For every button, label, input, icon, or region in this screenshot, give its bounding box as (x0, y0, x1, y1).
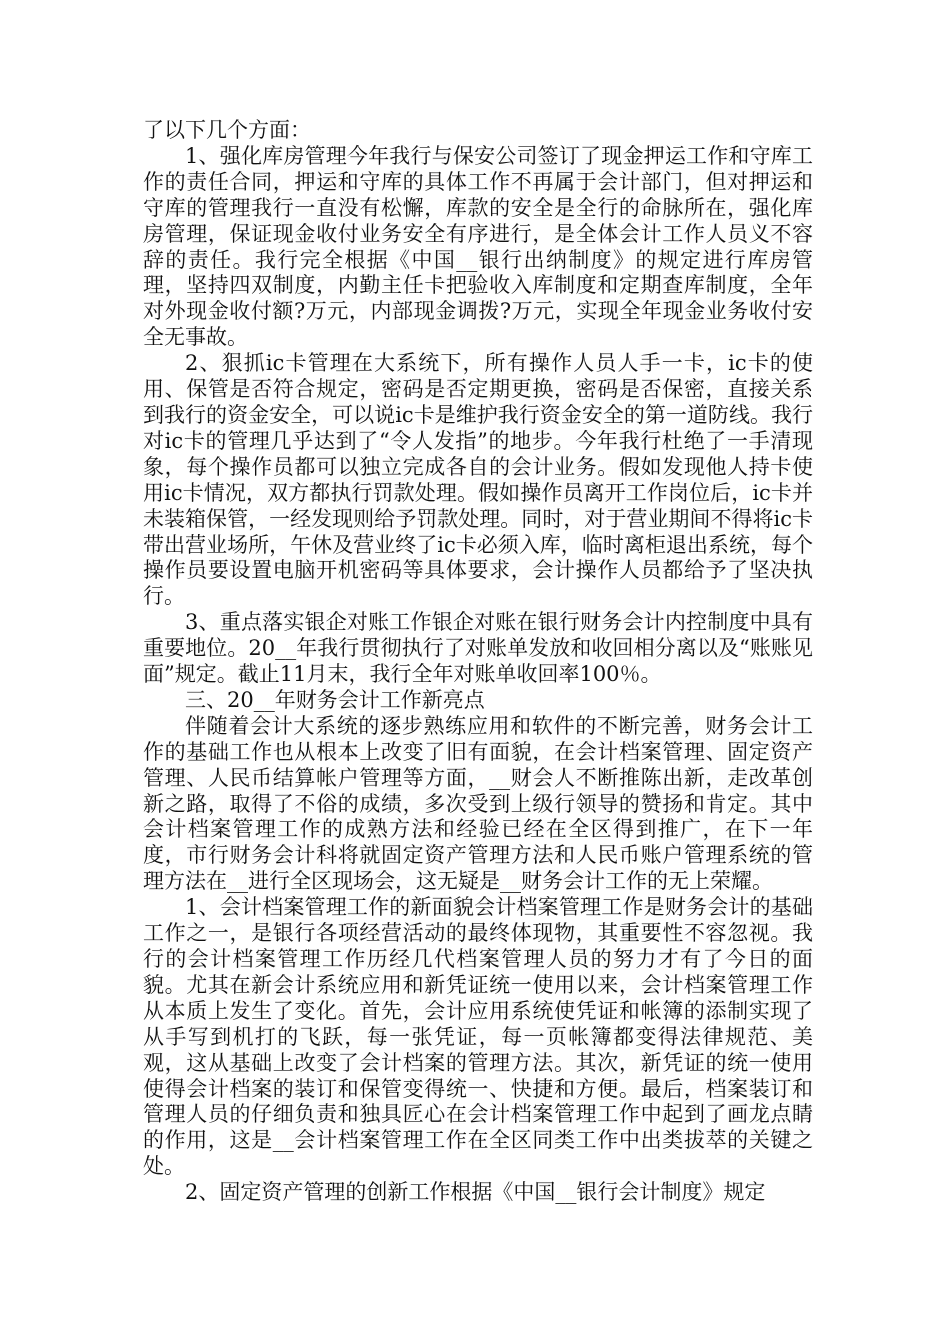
paragraph-reconciliation: 3、重点落实银企对账工作银企对账在银行财务会计内控制度中具有重要地位。20__年我行贯彻执行了对账单发放和收回相分离以及“账账见面”规定。截止11月末，我行全年对账单收回率100％。 (143, 610, 813, 687)
document-body (143, 118, 813, 1206)
paragraph-fixed-assets: 2、固定资产管理的创新工作根据《中国__银行会计制度》规定 (185, 1180, 766, 1205)
paragraph-archive-management: 1、会计档案管理工作的新面貌会计档案管理工作是财务会计的基础工作之一，是银行各项经营活动的最终体现物，其重要性不容忽视。我行的会计档案管理工作历经几代档案管理人员的努力才有了今日的面貌。尤其在新会计系统应用和新凭证统一使用以来，会计档案管理工作从本质上发生了变化。首先，会计应用系统使凭证和帐簿的添制实现了从手写到机打的飞跃，每一张凭证，每一页帐簿都变得法律规范、美观，这从基础上改变了会计档案的管理方法。其次，新凭证的统一使用使得会计档案的装订和保管变得统一、快捷和方便。最后，档案装订和管理人员的仔细负责和独具匠心在会计档案管理工作中起到了画龙点睛的作用，这是__会计档案管理工作在全区同类工作中出类拔萃的关键之处。 (143, 895, 813, 1179)
paragraph-highlights-intro: 伴随着会计大系统的逐步熟练应用和软件的不断完善，财务会计工作的基础工作也从根本上改变了旧有面貌，在会计档案管理、固定资产管理、人民币结算帐户管理等方面，__财会人不断推陈出新，走改革创新之路，取得了不俗的成绩，多次受到上级行领导的赞扬和肯定。其中会计档案管理工作的成熟方法和经验已经在全区得到推广，在下一年度，市行财务会计科将就固定资产管理方法和人民币账户管理系统的管理方法在__进行全区现场会，这无疑是__财务会计工作的无上荣耀。 (143, 713, 813, 894)
section-heading-highlights: 三、20__年财务会计工作新亮点 (185, 687, 485, 712)
paragraph-ic-card-management: 2、狠抓ic卡管理在大系统下，所有操作人员人手一卡，ic卡的使用、保管是否符合规定，密码是否定期更换，密码是否保密，直接关系到我行的资金安全，可以说ic卡是维护我行资金安全的第一道防线。我行对ic卡的管理几乎达到了“令人发指”的地步。今年我行杜绝了一手清现象，每个操作员都可以独立完成各自的会计业务。假如发现他人持卡使用ic卡情况，双方都执行罚款处理。假如操作员离开工作岗位后，ic卡并未装箱保管，一经发现则给予罚款处理。同时，对于营业期间不得将ic卡带出营业场所，午休及营业终了ic卡必须入库，临时离柜退出系统，每个操作员要设置电脑开机密码等具体要求，会计操作人员都给予了坚决执行。 (143, 351, 813, 609)
paragraph-vault-management: 1、强化库房管理今年我行与保安公司签订了现金押运工作和守库工作的责任合同，押运和守库的具体工作不再属于会计部门，但对押运和守库的管理我行一直没有松懈，库款的安全是全行的命脉所在，强化库房管理，保证现金收付业务安全有序进行，是全体会计工作人员义不容辞的责任。我行完全根据《中国__银行出纳制度》的规定进行库房管理，坚持四双制度，内勤主任卡把验收入库制度和定期查库制度，全年对外现金收付额?万元，内部现金调拨?万元，实现全年现金业务收付安全无事故。 (143, 143, 813, 350)
paragraph-continuation: 了以下几个方面： (143, 118, 311, 142)
